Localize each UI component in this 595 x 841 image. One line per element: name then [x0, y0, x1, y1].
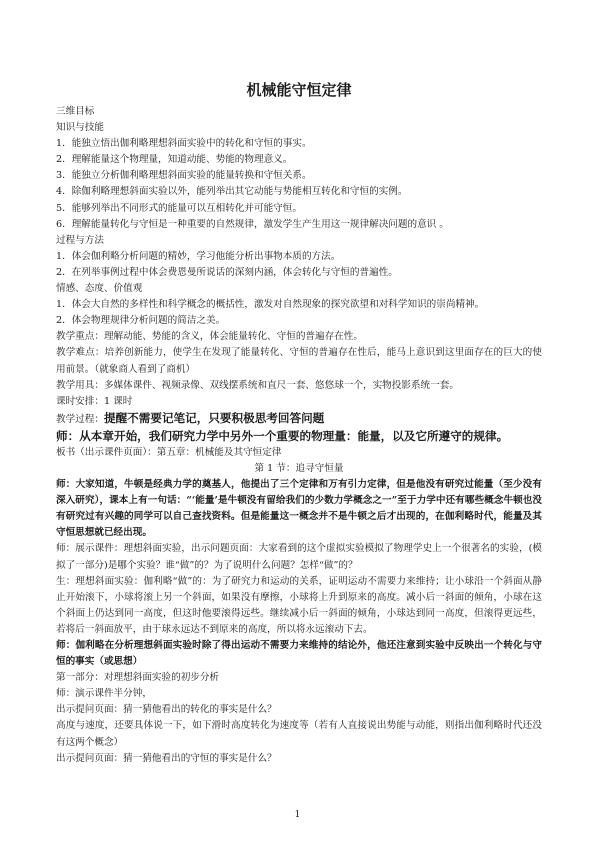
page-number: 1 — [294, 810, 301, 820]
heading-three-goals: 三维目标 — [56, 106, 95, 117]
knowledge-item-6: 6．理解能量转化与守恒是一种重要的自然规律，激发学生产生用这一规律解决问题的意识 。 — [56, 218, 449, 230]
process-item-1: 1．体会伽利略分析问题的精妙，学习他能分析出事物本质的方法。 — [56, 250, 341, 262]
emotion-item-1: 1．体会大自然的多样性和科学概念的概括性，激发对自然现象的探究欲望和对科学知识的崇尚精神。 — [56, 299, 485, 311]
schedule: 课时安排：1 课时 — [56, 395, 133, 407]
question-transform: 出示提问页面：猜一猜他看出的转化的事实是什么？ — [56, 704, 277, 716]
paragraph-newton: 师：大家知道，牛顿是经典力学的奠基人，他提出了三个定律和万有引力定律，但是他没有研究过能量（至少没有深入研究），课本上有一句话：“‘能量’是牛顿没有留给我们的少数力学概念之一”至于力学中还有哪些概念牛顿也没有研究过有兴趣的同学可以自己查找资料。但是能量这一概念并不是牛顿之后才出现的，在伽利略时代，能量及其守恒思想就已经出现。 — [56, 479, 542, 539]
paragraph-student-answer: 生：理想斜面实验：伽利略“做”的：为了研究力和运动的关系，证明运动不需要力来维持；让小球沿一个斜面从静止开始滚下，小球将滚上另一个斜面，如果没有摩擦，小球将上升到原来的高度。减小后一斜面的倾角，小球在这个斜面上仍达到同一高度，但这时他要滚得远些。继续减小后一斜面的倾角，小球达到同一高度，但滚得更远些，若将后一斜面放平，由于球永远达不到原来的高度，所以将永远滚动下去。 — [56, 575, 542, 635]
document-title: 机械能守恒定律 — [246, 81, 352, 99]
emotion-item-2: 2．体会物理规律分析问题的简洁之美。 — [56, 315, 226, 327]
knowledge-item-5: 5．能够列举出不同形式的能量可以互相转化并可能守恒。 — [56, 202, 302, 214]
heading-emotion-values: 情感、态度、价值观 — [56, 283, 143, 295]
heading-process-method: 过程与方法 — [56, 234, 104, 246]
teaching-tools: 教学用具：多媒体课件、视频录像、双线摆系统和直尺一套、悠悠球一个，实物投影系统一套。 — [56, 379, 459, 391]
process-note: 提醒不需要记笔记，只要积极思考回答问题 — [103, 410, 325, 425]
process-row — [56, 410, 542, 428]
knowledge-item-1: 1．能独立悟出伽利略理想斜面实验中的转化和守恒的事实。 — [56, 138, 312, 150]
part-one-heading: 第一部分：对理想斜面实验的初步分析 — [56, 672, 220, 684]
document-page — [56, 80, 542, 767]
section-heading: 第 1 节：追寻守恒量 — [254, 462, 344, 474]
difficulty: 教学难点：培养创新能力，使学生在发现了能量转化、守恒的普遍存在性后，能马上意识到这里面存在的巨大的使用前景。（就象商人看到了商机） — [56, 347, 542, 375]
question-conserve: 出示提问页面：猜一猜他看出的守恒的事实是什么？ — [56, 752, 277, 764]
demo-line: 师：演示课件半分钟， — [56, 688, 152, 700]
board-writing: 板书（出示课件页面）：第五章：机械能及其守恒定律 — [56, 446, 282, 458]
key-points: 教学重点：理解动能、势能的含义，体会能量转化、守恒的普遍存在性。 — [56, 331, 363, 343]
knowledge-item-2: 2．理解能量这个物理量，知道动能、势能的物理意义。 — [56, 154, 293, 166]
teacher-intro: 师：从本章开始，我们研究力学中另外一个重要的物理量：能量，以及它所遵守的规律。 — [56, 428, 509, 443]
process-label: 教学过程： — [56, 413, 104, 425]
process-item-2: 2．在列举事例过程中体会费恩曼所说话的深刻内涵，体会转化与守恒的普遍性。 — [56, 266, 398, 278]
knowledge-item-4: 4．除伽利略理想斜面实验以外，能列举出其它动能与势能相互转化和守恒的实例。 — [56, 186, 408, 198]
paragraph-galileo: 师：伽利略在分析理想斜面实验时除了得出运动不需要力来维持的结论外，他还注意到实验中反映出一个转化与守恒的事实（或思想） — [56, 640, 542, 668]
paragraph-height-speed: 高度与速度，还要具体说一下，如下滑时高度转化为速度等（若有人直接说出势能与动能，则指出伽利略时代还没有这两个概念） — [56, 720, 542, 748]
paragraph-show-courseware: 师：展示课件：理想斜面实验，出示问题页面：大家看到的这个虚拟实验模拟了物理学史上一个很著名的实验，(模拟了一部分)是哪个实验？谁“做”的？为了说明什么问题？怎样“做”的？ — [56, 543, 542, 571]
knowledge-item-3: 3．能独立分析伽利略理想斜面实验的能量转换和守恒关系。 — [56, 170, 312, 182]
heading-knowledge-skills: 知识与技能 — [56, 122, 104, 134]
